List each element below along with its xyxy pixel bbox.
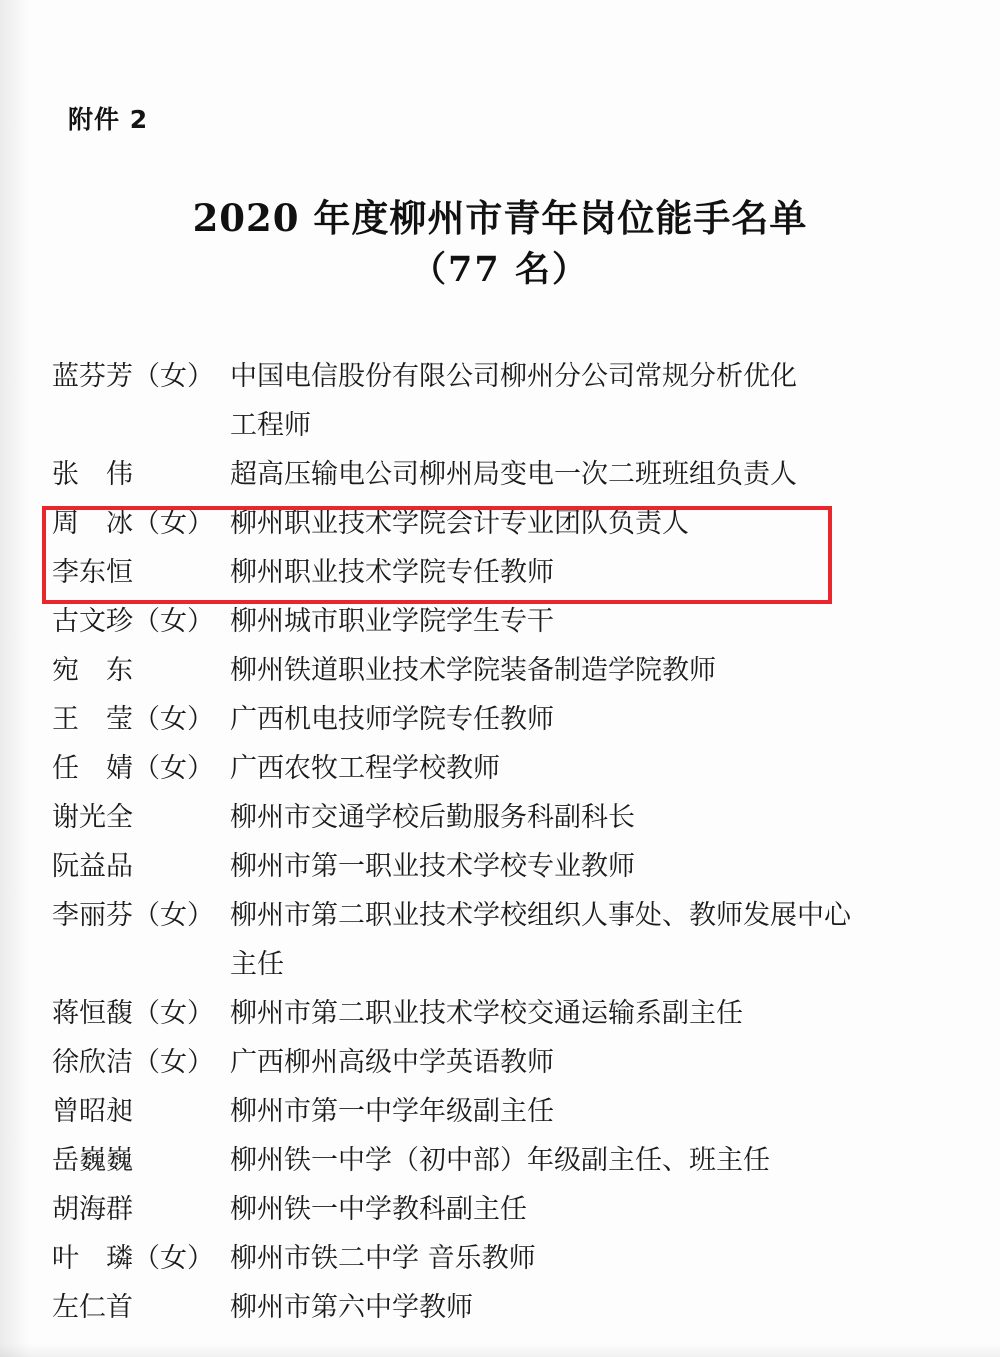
list-item [0, 597, 1000, 646]
honoree-description [230, 1185, 1000, 1234]
honoree-name: 蓝芬芳（女） [52, 361, 214, 392]
list-item [0, 1185, 1000, 1234]
list-item [0, 499, 1000, 548]
list-item [0, 842, 1000, 891]
list-item [0, 1087, 1000, 1136]
honoree-description-line-1: 柳州市交通学校后勤服务科副科长 [230, 802, 635, 833]
attachment-label: 附件 2 [68, 105, 149, 134]
list-item [0, 1283, 1000, 1332]
honoree-description-line-1: 柳州铁一中学（初中部）年级副主任、班主任 [230, 1145, 770, 1176]
honoree-name: 叶 璘（女） [52, 1243, 214, 1274]
honoree-description [230, 989, 1000, 1038]
honoree-name: 岳巍巍 [52, 1145, 133, 1176]
list-item [0, 695, 1000, 744]
honoree-description-line-1: 中国电信股份有限公司柳州分公司常规分析优化 [230, 361, 797, 392]
list-item [0, 450, 1000, 499]
honoree-description-line-1: 柳州市第一职业技术学校专业教师 [230, 851, 635, 882]
honoree-description [230, 450, 1000, 499]
list-item [0, 1136, 1000, 1185]
honoree-description [230, 548, 1000, 597]
list-item [0, 646, 1000, 695]
honoree-description [230, 1087, 1000, 1136]
honoree-description [230, 1234, 1000, 1283]
honoree-description-line-1: 广西机电技师学院专任教师 [230, 704, 554, 735]
list-item [0, 989, 1000, 1038]
honoree-name: 周 冰（女） [52, 508, 214, 539]
honoree-description [230, 1038, 1000, 1087]
honoree-name: 曾昭昶 [52, 1096, 133, 1127]
honoree-description [230, 793, 1000, 842]
list-item [0, 891, 1000, 989]
honoree-description [230, 1136, 1000, 1185]
honoree-description-line-1: 柳州职业技术学院专任教师 [230, 557, 554, 588]
honoree-description-line-1: 柳州铁道职业技术学院装备制造学院教师 [230, 655, 716, 686]
honoree-name: 任 婧（女） [52, 753, 214, 784]
honoree-description [230, 499, 1000, 548]
honoree-description-line-1: 柳州职业技术学院会计专业团队负责人 [230, 508, 689, 539]
honoree-name: 古文珍（女） [52, 606, 214, 637]
honoree-description-line-1: 柳州市第一中学年级副主任 [230, 1096, 554, 1127]
honoree-description [230, 1283, 1000, 1332]
honoree-name: 宛 东 [52, 655, 133, 686]
honoree-name: 李丽芬（女） [52, 900, 214, 931]
page-title [0, 192, 1000, 296]
honoree-name: 左仁首 [52, 1292, 133, 1323]
list-item [0, 1234, 1000, 1283]
honoree-description [230, 744, 1000, 793]
honoree-description-line-1: 广西农牧工程学校教师 [230, 753, 500, 784]
honoree-description [230, 891, 1000, 989]
honoree-name: 蒋恒馥（女） [52, 998, 214, 1029]
honoree-name: 张 伟 [52, 459, 133, 490]
honoree-description-line-1: 广西柳州高级中学英语教师 [230, 1047, 554, 1078]
honoree-description [230, 695, 1000, 744]
honoree-description-line-1: 柳州市第二职业技术学校组织人事处、教师发展中心 [230, 900, 851, 931]
page-bottom-shadow [0, 1343, 1000, 1357]
honoree-description [230, 352, 1000, 450]
honoree-description-line-1: 柳州市铁二中学 音乐教师 [230, 1243, 536, 1274]
honoree-description-line-2: 主任 [230, 949, 284, 980]
list-item [0, 352, 1000, 450]
page-title-line-2: （77 名） [411, 249, 589, 290]
honoree-name: 胡海群 [52, 1194, 133, 1225]
page-title-line-1: 2020 年度柳州市青年岗位能手名单 [192, 196, 808, 240]
honoree-name: 徐欣洁（女） [52, 1047, 214, 1078]
honoree-name: 李东恒 [52, 557, 133, 588]
list-item [0, 744, 1000, 793]
honoree-description-line-1: 超高压输电公司柳州局变电一次二班班组负责人 [230, 459, 797, 490]
honoree-description-line-1: 柳州城市职业学院学生专干 [230, 606, 554, 637]
list-item [0, 548, 1000, 597]
list-item [0, 793, 1000, 842]
honoree-name: 王 莹（女） [52, 704, 214, 735]
honoree-description-line-1: 柳州铁一中学教科副主任 [230, 1194, 527, 1225]
honoree-description-line-2: 工程师 [230, 410, 311, 441]
honoree-name: 阮益品 [52, 851, 133, 882]
list-item [0, 1038, 1000, 1087]
honoree-list [0, 352, 1000, 1332]
honoree-description-line-1: 柳州市第六中学教师 [230, 1292, 473, 1323]
honoree-description-line-1: 柳州市第二职业技术学校交通运输系副主任 [230, 998, 743, 1029]
honoree-description [230, 842, 1000, 891]
honoree-description [230, 597, 1000, 646]
honoree-description [230, 646, 1000, 695]
honoree-name: 谢光全 [52, 802, 133, 833]
